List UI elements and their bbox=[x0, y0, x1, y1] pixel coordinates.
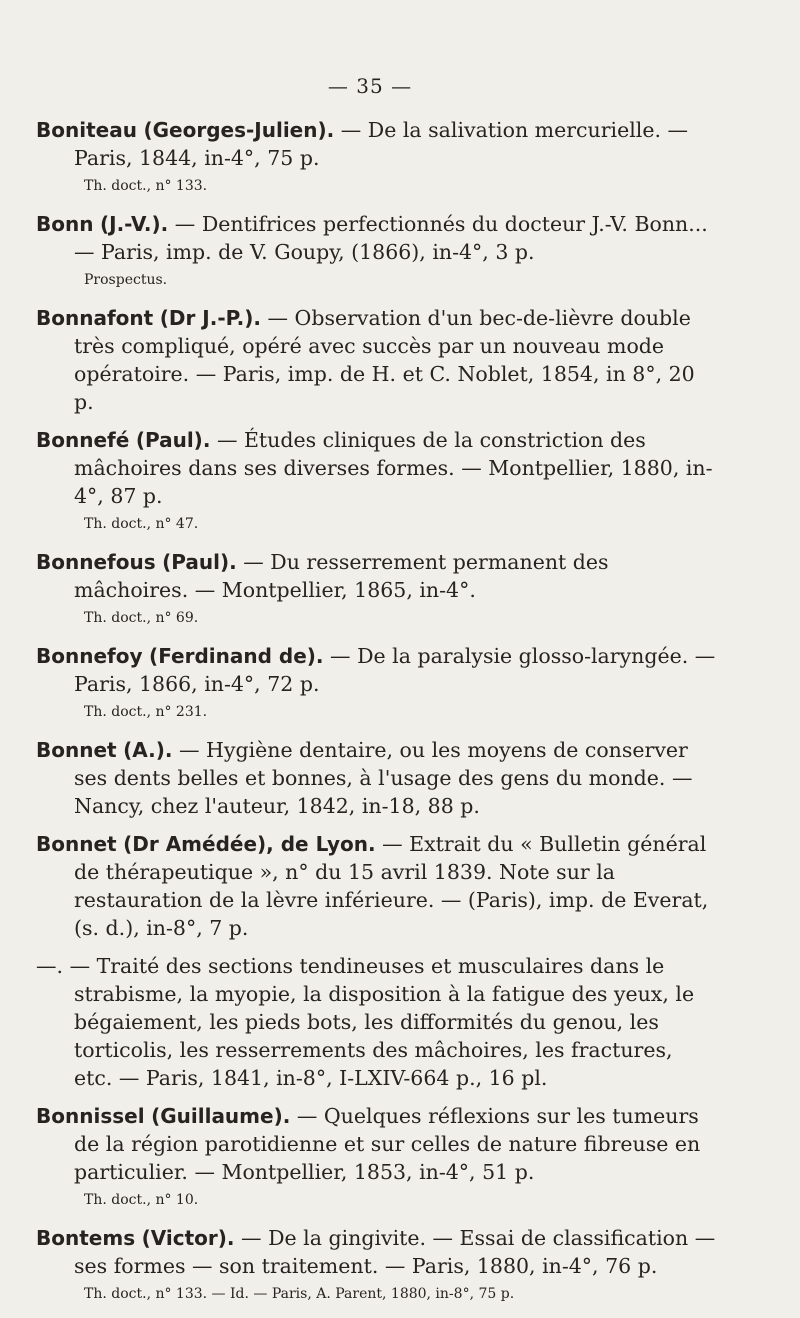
entry-paren: (Paul). bbox=[162, 550, 237, 574]
entry-text: — Hygiène dentaire, ou les moyens de conserver ses dents belles et bonnes, à l'usage des gens du monde. — Nancy, chez l'auteur, 1842, in-18, 88 p. bbox=[74, 738, 693, 818]
entry-name: Bonnefé bbox=[36, 428, 130, 452]
entry-bonnissel bbox=[36, 1102, 716, 1186]
entry-note: Th. doct., n° 133. — Id. — Paris, A. Parent, 1880, in-8°, 75 p. bbox=[84, 1286, 515, 1302]
entry-name: Bonn bbox=[36, 212, 94, 236]
entry-paren: (A.). bbox=[123, 738, 173, 762]
entry-bonnet-a bbox=[36, 736, 716, 820]
entry-name: Bontems bbox=[36, 1226, 136, 1250]
entry-name: Bonnet bbox=[36, 832, 117, 856]
entry-name: Boniteau bbox=[36, 118, 137, 142]
entry-note: Th. doct., n° 231. bbox=[84, 704, 208, 720]
entry-text: — Du resserrement permanent des mâchoires. — Montpellier, 1865, in-4°. bbox=[74, 550, 609, 602]
entry-note: Th. doct., n° 133. bbox=[84, 178, 208, 194]
entry-paren: (J.-V.). bbox=[100, 212, 169, 236]
entry-name: Bonnet bbox=[36, 738, 117, 762]
entry-bontems bbox=[36, 1224, 716, 1280]
entry-bonnefous bbox=[36, 548, 716, 604]
entry-paren: (Paul). bbox=[135, 428, 211, 452]
entry-paren: (Georges-Julien). bbox=[143, 118, 335, 142]
entry-bonnafont bbox=[36, 304, 716, 416]
entry-bonnefe bbox=[36, 426, 716, 510]
bibliography-list bbox=[36, 116, 716, 1318]
entry-name: Bonnafont bbox=[36, 306, 154, 330]
entry-text: — Études cliniques de la constriction des mâchoires dans ses diverses formes. — Montpellier, 1880, in-4°, 87 p. bbox=[74, 428, 713, 508]
entry-text: — Quelques réflexions sur les tumeurs de la région parotidienne et sur celles de nature fibreuse en particulier. — Montpellier, 1853, in-4°, 51 p. bbox=[74, 1104, 701, 1184]
entry-name: Bonnefous bbox=[36, 550, 156, 574]
page-number: — 35 — bbox=[327, 74, 413, 98]
entry-text: — Traité des sections tendineuses et musculaires dans le strabisme, la myopie, la disposition à la fatigue des yeux, le bégaiement, les pieds bots, les difformités du genou, les torticolis, les resserrements des mâchoires, les fractures, etc. — Paris, 1841, in-8°, I-LXIV-664 p., 16 pl. bbox=[69, 954, 695, 1090]
entry-paren: (Ferdinand de). bbox=[149, 644, 324, 668]
entry-text: — De la paralysie glosso-laryngée. — Paris, 1866, in-4°, 72 p. bbox=[74, 644, 716, 696]
entry-paren: (Victor). bbox=[141, 1226, 235, 1250]
entry-paren: (Guillaume). bbox=[151, 1104, 291, 1128]
entry-text: — Extrait du « Bulletin général de thérapeutique », n° du 15 avril 1839. Note sur la restauration de la lèvre inférieure. — (Paris), imp. de Everat, (s. d.), in-8°, 7 p. bbox=[74, 832, 709, 940]
entry-paren: (Dr Amédée), de Lyon. bbox=[123, 832, 376, 856]
entry-note: Prospectus. bbox=[84, 272, 168, 288]
entry-text: — Observation d'un bec-de-lièvre double très compliqué, opéré avec succès par un nouveau mode opératoire. — Paris, imp. de H. et C. Noblet, 1854, in 8°, 20 p. bbox=[74, 306, 695, 414]
entry-text: — De la salivation mercurielle. — Paris, 1844, in-4°, 75 p. bbox=[74, 118, 688, 170]
entry-bonn bbox=[36, 210, 716, 266]
entry-note: Th. doct., n° 10. bbox=[84, 1192, 199, 1208]
entry-bonnet-traite bbox=[36, 952, 716, 1092]
entry-name: Bonnefoy bbox=[36, 644, 143, 668]
entry-bonnet-amedee bbox=[36, 830, 716, 942]
entry-note: Th. doct., n° 47. bbox=[84, 516, 199, 532]
entry-boniteau bbox=[36, 116, 716, 172]
entry-note: Th. doct., n° 69. bbox=[84, 610, 199, 626]
entry-name: —. bbox=[36, 954, 64, 978]
entry-name: Bonnissel bbox=[36, 1104, 145, 1128]
entry-text: — De la gingivite. — Essai de classification — ses formes — son traitement. — Paris, 1880, in-4°, 76 p. bbox=[74, 1226, 716, 1278]
entry-text: — Dentifrices perfectionnés du docteur J.-V. Bonn... — Paris, imp. de V. Goupy, (1866), in-4°, 3 p. bbox=[74, 212, 708, 264]
entry-bonnefoy bbox=[36, 642, 716, 698]
entry-paren: (Dr J.-P.). bbox=[159, 306, 261, 330]
